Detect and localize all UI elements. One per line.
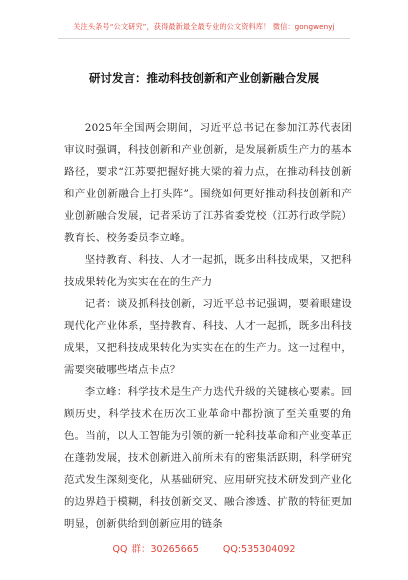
promo-header: 关注头条号“公文研究”，获得最新最全最专业的公文资料库！ 微信：gongwenyj (73, 22, 335, 31)
qq-number-label: QQ:535304092 (222, 544, 296, 555)
document-body (64, 117, 352, 535)
document-title: 研讨发言：推动科技创新和产业创新融合发展 (89, 71, 319, 85)
paragraph-heading: 坚持教育、科技、人才一起抓，既多出科技成果，又把科技成果转化为实实在在的生产力 (64, 254, 352, 288)
paragraph-answer: 李立峰：科学技术是生产力迭代升级的关键核心要素。回顾历史，科学技术在历次工业革命中都扮演了至关重要的角色。当前，以人工智能为引领的新一轮科技革命和产业变革正在蓬勃发展，技术创新进入前所未有的密集活跃期，科学研究范式发生深刻变化，从基础研究、应用研究技术研发到产业化的边界趋于模糊，科技创新交叉、融合渗透、扩散的特征更加明显，创新供给到创新应用的链条 (64, 386, 352, 530)
paragraph-question: 记者：谈及抓科技创新，习近平总书记强调，要着眼建设现代化产业体系，坚持教育、科技、人才一起抓，既多出科技成果，又把科技成果转化为实实在在的生产力。这一过程中，需要突破哪些堵点卡点？ (64, 298, 352, 376)
contact-footer (0, 541, 408, 555)
header-divider (58, 38, 350, 39)
paragraph-intro: 2025年全国两会期间，习近平总书记在参加江苏代表团审议时强调，科技创新和产业创新，是发展新质生产力的基本路径，要求“江苏要把握好挑大梁的着力点，在推动科技创新和产业创新融合上打头阵”。围绕如何更好推动科技创新和产业创新融合发展，记者采访了江苏省委党校（江苏行政学院）教育长、校务委员李立峰。 (64, 122, 352, 244)
qq-group-label: QQ 群：30265665 (112, 544, 199, 555)
